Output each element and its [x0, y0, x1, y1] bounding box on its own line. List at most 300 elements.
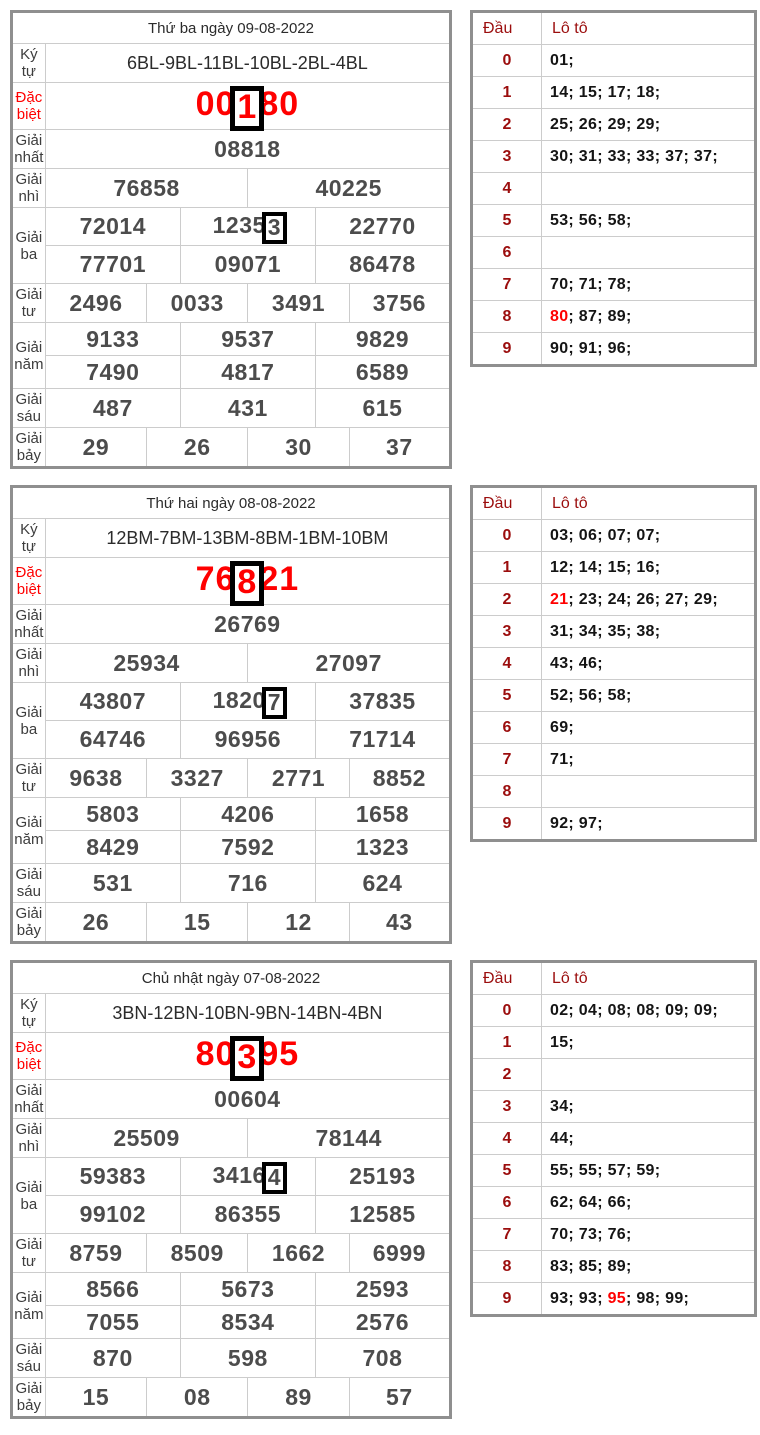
prize-cell: 1658 — [315, 798, 450, 831]
loto-values: 14; 15; 17; 18; — [542, 77, 756, 109]
date-title: Chủ nhật ngày 07-08-2022 — [12, 962, 451, 994]
loto-values: 70; 73; 76; — [542, 1219, 756, 1251]
loto-digit: 2 — [472, 109, 542, 141]
panel-row-1 — [10, 10, 760, 469]
prize-cell: 531 — [45, 864, 180, 903]
loto-value: 76 — [607, 1225, 626, 1243]
row-label-g5: Giải năm — [12, 1273, 46, 1339]
table-row — [472, 962, 756, 995]
loto-values: 44; — [542, 1123, 756, 1155]
loto-value: 31 — [578, 147, 598, 165]
loto-row — [472, 237, 756, 269]
row-label-g4: Giải tư — [12, 1234, 46, 1273]
loto-values — [542, 237, 756, 269]
highlight-box: 3 — [230, 1036, 264, 1080]
prize-cell: 15 — [45, 1378, 146, 1418]
table-row — [12, 1080, 451, 1119]
table-row — [12, 130, 451, 169]
prize-cell: 12585 — [315, 1196, 450, 1234]
loto-digit: 9 — [472, 808, 542, 841]
loto-row — [472, 1219, 756, 1251]
loto-value: 99 — [665, 1289, 684, 1307]
loto-values: 90; 91; 96; — [542, 333, 756, 366]
loto-value: 62 — [550, 1193, 569, 1211]
loto-value: 23 — [578, 590, 598, 608]
special-number: 00180 — [45, 83, 450, 130]
table-row — [12, 246, 451, 284]
table-row — [12, 831, 451, 864]
row-label-g3: Giải ba — [12, 208, 46, 284]
prize-cell: 43807 — [45, 683, 180, 721]
loto-value: 70 — [550, 1225, 569, 1243]
table-row — [12, 683, 451, 721]
highlight-box: 3 — [262, 212, 287, 244]
loto-value: 12 — [550, 558, 569, 576]
table-row — [12, 903, 451, 943]
loto-value: 15 — [578, 83, 598, 101]
loto-digit: 1 — [472, 552, 542, 584]
loto-value: 08 — [636, 1001, 655, 1019]
kytu-value: 12BM-7BM-13BM-8BM-1BM-10BM — [45, 519, 450, 558]
prize-cell: 09071 — [180, 246, 315, 284]
loto-values: 21; 23; 24; 26; 27; 29; — [542, 584, 756, 616]
row-label-g2: Giải nhì — [12, 169, 46, 208]
prize-cell: 59383 — [45, 1158, 180, 1196]
loto-table-3 — [470, 960, 757, 1317]
loto-values: 71; — [542, 744, 756, 776]
loto-row — [472, 205, 756, 237]
loto-value: 56 — [578, 211, 598, 229]
loto-digit: 4 — [472, 1123, 542, 1155]
loto-digit: 2 — [472, 1059, 542, 1091]
loto-value: 38 — [636, 622, 655, 640]
loto-value: 09 — [693, 1001, 713, 1019]
table-row — [12, 356, 451, 389]
row-label-g5: Giải năm — [12, 798, 46, 864]
loto-row — [472, 552, 756, 584]
loto-values — [542, 776, 756, 808]
loto-value: 03 — [550, 526, 569, 544]
loto-digit: 1 — [472, 1027, 542, 1059]
prize-cell: 431 — [180, 389, 315, 428]
prize-cell: 15 — [147, 903, 248, 943]
loto-value: 35 — [607, 622, 626, 640]
table-row — [12, 12, 451, 44]
prize-cell: 8534 — [180, 1306, 315, 1339]
prize-cell: 2576 — [315, 1306, 450, 1339]
loto-value: 43 — [550, 654, 569, 672]
prize-cell: 9133 — [45, 323, 180, 356]
row-label-kytu: Ký tự — [12, 994, 46, 1033]
prize-cell: 25934 — [45, 644, 248, 683]
prize-cell: 4206 — [180, 798, 315, 831]
table-row — [12, 721, 451, 759]
loto-value: 15 — [550, 1033, 569, 1051]
prize-cell: 77701 — [45, 246, 180, 284]
lottery-results-page — [0, 10, 760, 1419]
loto-row — [472, 1091, 756, 1123]
row-label-g6: Giải sáu — [12, 864, 46, 903]
table-row — [12, 44, 451, 83]
prize-cell: 2771 — [248, 759, 349, 798]
loto-values: 80; 87; 89; — [542, 301, 756, 333]
prize-cell: 12 — [248, 903, 349, 943]
loto-digit: 5 — [472, 680, 542, 712]
prize-cell: 37 — [349, 428, 450, 468]
prize-cell: 78144 — [248, 1119, 451, 1158]
row-label-g1: Giải nhất — [12, 605, 46, 644]
table-row — [12, 1158, 451, 1196]
loto-digit: 3 — [472, 616, 542, 648]
table-row — [12, 428, 451, 468]
prize-cell: 624 — [315, 864, 450, 903]
loto-values: 01; — [542, 45, 756, 77]
loto-value: 16 — [636, 558, 655, 576]
loto-value: 14 — [550, 83, 569, 101]
loto-value: 46 — [578, 654, 598, 672]
table-row — [12, 1196, 451, 1234]
loto-row — [472, 45, 756, 77]
table-row — [472, 12, 756, 45]
prize-cell: 96956 — [180, 721, 315, 759]
loto-header-dau: Đầu — [472, 12, 542, 45]
loto-row — [472, 744, 756, 776]
loto-value: 34 — [578, 622, 598, 640]
table-row — [12, 1306, 451, 1339]
table-row — [12, 644, 451, 683]
loto-value: 31 — [550, 622, 569, 640]
row-label-kytu: Ký tự — [12, 519, 46, 558]
row-label-g7: Giải bảy — [12, 428, 46, 468]
table-row — [12, 962, 451, 994]
prize-cell: 71714 — [315, 721, 450, 759]
row-label-g5: Giải năm — [12, 323, 46, 389]
panel-row-3 — [10, 960, 760, 1419]
prize-cell: 7055 — [45, 1306, 180, 1339]
table-row — [12, 1378, 451, 1418]
row-label-g2: Giải nhì — [12, 1119, 46, 1158]
loto-value: 07 — [607, 526, 626, 544]
row-label-special: Đặc biệt — [12, 558, 46, 605]
row-label-g4: Giải tư — [12, 284, 46, 323]
loto-row — [472, 269, 756, 301]
prize-cell: 26 — [147, 428, 248, 468]
loto-values: 30; 31; 33; 33; 37; 37; — [542, 141, 756, 173]
table-row — [12, 798, 451, 831]
highlight-box: 4 — [262, 1162, 287, 1194]
date-title: Thứ ba ngày 09-08-2022 — [12, 12, 451, 44]
loto-value: 58 — [607, 686, 626, 704]
row-label-special: Đặc biệt — [12, 1033, 46, 1080]
loto-row — [472, 995, 756, 1027]
prize-cell: 6999 — [349, 1234, 450, 1273]
loto-values: 34; — [542, 1091, 756, 1123]
table-row — [12, 1119, 451, 1158]
loto-value: 78 — [607, 275, 626, 293]
row-label-g6: Giải sáu — [12, 389, 46, 428]
loto-value: 01 — [550, 51, 569, 69]
prize-cell: 5673 — [180, 1273, 315, 1306]
prize-cell: 34164 — [180, 1158, 315, 1196]
loto-digit: 9 — [472, 1283, 542, 1316]
table-row — [12, 994, 451, 1033]
loto-value: 64 — [578, 1193, 598, 1211]
prize-cell: 7490 — [45, 356, 180, 389]
loto-row — [472, 77, 756, 109]
loto-row — [472, 1283, 756, 1316]
loto-digit: 4 — [472, 648, 542, 680]
loto-row — [472, 1123, 756, 1155]
prize-cell: 76858 — [45, 169, 248, 208]
loto-value: 93 — [550, 1289, 569, 1307]
prize-cell: 26 — [45, 903, 146, 943]
prize-cell: 4817 — [180, 356, 315, 389]
prize-cell: 1662 — [248, 1234, 349, 1273]
loto-value: 29 — [636, 115, 655, 133]
loto-values: 31; 34; 35; 38; — [542, 616, 756, 648]
loto-value: 58 — [607, 211, 626, 229]
kytu-value: 6BL-9BL-11BL-10BL-2BL-4BL — [45, 44, 450, 83]
loto-digit: 7 — [472, 1219, 542, 1251]
loto-digit: 7 — [472, 744, 542, 776]
loto-value: 97 — [578, 814, 598, 832]
highlight-box: 7 — [262, 687, 287, 719]
prize-cell: 9638 — [45, 759, 146, 798]
loto-row — [472, 712, 756, 744]
loto-value: 02 — [550, 1001, 569, 1019]
loto-row — [472, 109, 756, 141]
prize-cell: 708 — [315, 1339, 450, 1378]
prize-cell: 8759 — [45, 1234, 146, 1273]
loto-digit: 2 — [472, 584, 542, 616]
prize-cell: 40225 — [248, 169, 451, 208]
table-row — [12, 83, 451, 130]
loto-values: 02; 04; 08; 08; 09; 09; — [542, 995, 756, 1027]
loto-values: 25; 26; 29; 29; — [542, 109, 756, 141]
loto-digit: 0 — [472, 995, 542, 1027]
loto-value: 17 — [607, 83, 626, 101]
loto-value: 07 — [636, 526, 655, 544]
loto-values: 03; 06; 07; 07; — [542, 520, 756, 552]
prize-cell: 08818 — [45, 130, 450, 169]
prize-cell: 8429 — [45, 831, 180, 864]
loto-value: 26 — [636, 590, 655, 608]
loto-digit: 0 — [472, 45, 542, 77]
prize-cell: 86478 — [315, 246, 450, 284]
table-row — [12, 759, 451, 798]
prize-cell: 7592 — [180, 831, 315, 864]
table-row — [12, 1033, 451, 1080]
loto-digit: 4 — [472, 173, 542, 205]
loto-row — [472, 1155, 756, 1187]
prize-cell: 00604 — [45, 1080, 450, 1119]
prize-cell: 3327 — [147, 759, 248, 798]
row-label-g7: Giải bảy — [12, 903, 46, 943]
table-row — [12, 558, 451, 605]
loto-digit: 3 — [472, 141, 542, 173]
prize-cell: 870 — [45, 1339, 180, 1378]
loto-value: 26 — [578, 115, 598, 133]
row-label-g3: Giải ba — [12, 683, 46, 759]
prize-cell: 72014 — [45, 208, 180, 246]
prize-cell: 99102 — [45, 1196, 180, 1234]
prize-cell: 27097 — [248, 644, 451, 683]
loto-row — [472, 1027, 756, 1059]
table-row — [12, 1339, 451, 1378]
loto-value: 96 — [607, 339, 626, 357]
loto-row — [472, 616, 756, 648]
prize-cell: 08 — [147, 1378, 248, 1418]
loto-value: 71 — [578, 275, 598, 293]
prize-cell: 22770 — [315, 208, 450, 246]
loto-values: 92; 97; — [542, 808, 756, 841]
loto-value: 89 — [607, 1257, 626, 1275]
loto-value: 89 — [607, 307, 626, 325]
loto-value: 08 — [607, 1001, 626, 1019]
row-label-g7: Giải bảy — [12, 1378, 46, 1418]
prize-cell: 3756 — [349, 284, 450, 323]
loto-digit: 6 — [472, 1187, 542, 1219]
results-table-2 — [10, 485, 452, 944]
prize-cell: 25193 — [315, 1158, 450, 1196]
prize-cell: 598 — [180, 1339, 315, 1378]
prize-cell: 43 — [349, 903, 450, 943]
loto-values: 55; 55; 57; 59; — [542, 1155, 756, 1187]
loto-digit: 6 — [472, 237, 542, 269]
loto-row — [472, 520, 756, 552]
loto-digit: 6 — [472, 712, 542, 744]
loto-digit: 8 — [472, 1251, 542, 1283]
special-number: 76821 — [45, 558, 450, 605]
loto-value: 29 — [607, 115, 626, 133]
prize-cell: 64746 — [45, 721, 180, 759]
loto-value: 52 — [550, 686, 569, 704]
prize-cell: 5803 — [45, 798, 180, 831]
loto-value: 87 — [578, 307, 598, 325]
loto-value: 37 — [665, 147, 684, 165]
loto-value: 14 — [578, 558, 598, 576]
prize-cell: 89 — [248, 1378, 349, 1418]
loto-value: 24 — [607, 590, 626, 608]
loto-value: 37 — [693, 147, 713, 165]
loto-value: 15 — [607, 558, 626, 576]
loto-value: 56 — [578, 686, 598, 704]
prize-cell: 1323 — [315, 831, 450, 864]
prize-cell: 9537 — [180, 323, 315, 356]
loto-digit: 5 — [472, 1155, 542, 1187]
loto-value: 53 — [550, 211, 569, 229]
loto-row — [472, 301, 756, 333]
table-row — [12, 1273, 451, 1306]
highlight-box: 1 — [230, 86, 264, 130]
table-row — [472, 487, 756, 520]
loto-value: 44 — [550, 1129, 569, 1147]
loto-value: 33 — [607, 147, 626, 165]
table-row — [12, 169, 451, 208]
loto-values: 69; — [542, 712, 756, 744]
loto-digit: 3 — [472, 1091, 542, 1123]
table-row — [12, 389, 451, 428]
loto-value: 59 — [636, 1161, 655, 1179]
prize-cell: 25509 — [45, 1119, 248, 1158]
loto-row — [472, 680, 756, 712]
loto-value: 83 — [550, 1257, 569, 1275]
loto-values: 70; 71; 78; — [542, 269, 756, 301]
loto-value: 66 — [607, 1193, 626, 1211]
loto-header-loto: Lô tô — [542, 12, 756, 45]
prize-cell: 30 — [248, 428, 349, 468]
loto-value: 69 — [550, 718, 569, 736]
loto-header-dau: Đầu — [472, 962, 542, 995]
loto-value: 57 — [607, 1161, 626, 1179]
prize-cell: 8509 — [147, 1234, 248, 1273]
loto-row — [472, 1187, 756, 1219]
prize-cell: 2496 — [45, 284, 146, 323]
loto-values: 15; — [542, 1027, 756, 1059]
loto-values: 83; 85; 89; — [542, 1251, 756, 1283]
loto-value: 55 — [550, 1161, 569, 1179]
kytu-value: 3BN-12BN-10BN-9BN-14BN-4BN — [45, 994, 450, 1033]
loto-value: 70 — [550, 275, 569, 293]
table-row — [12, 208, 451, 246]
prize-cell: 57 — [349, 1378, 450, 1418]
row-label-g2: Giải nhì — [12, 644, 46, 683]
special-number: 80395 — [45, 1033, 450, 1080]
row-label-special: Đặc biệt — [12, 83, 46, 130]
loto-row — [472, 141, 756, 173]
loto-row — [472, 808, 756, 841]
loto-header-dau: Đầu — [472, 487, 542, 520]
table-row — [12, 605, 451, 644]
prize-cell: 615 — [315, 389, 450, 428]
loto-value: 93 — [578, 1289, 598, 1307]
loto-digit: 0 — [472, 520, 542, 552]
loto-row — [472, 1251, 756, 1283]
date-title: Thứ hai ngày 08-08-2022 — [12, 487, 451, 519]
prize-cell: 9829 — [315, 323, 450, 356]
loto-value: 98 — [636, 1289, 655, 1307]
loto-digit: 1 — [472, 77, 542, 109]
highlight-box: 8 — [230, 561, 264, 605]
loto-digit: 8 — [472, 301, 542, 333]
prize-cell: 487 — [45, 389, 180, 428]
table-row — [12, 1234, 451, 1273]
loto-row — [472, 333, 756, 366]
loto-value: 85 — [578, 1257, 598, 1275]
prize-cell: 26769 — [45, 605, 450, 644]
loto-value: 27 — [665, 590, 684, 608]
results-table-3 — [10, 960, 452, 1419]
prize-cell: 29 — [45, 428, 146, 468]
loto-digit: 5 — [472, 205, 542, 237]
loto-value: 30 — [550, 147, 569, 165]
prize-cell: 0033 — [147, 284, 248, 323]
prize-cell: 12353 — [180, 208, 315, 246]
row-label-g6: Giải sáu — [12, 1339, 46, 1378]
loto-value: 71 — [550, 750, 569, 768]
loto-value: 95 — [607, 1289, 626, 1307]
table-row — [12, 487, 451, 519]
loto-values: 43; 46; — [542, 648, 756, 680]
prize-cell: 3491 — [248, 284, 349, 323]
loto-value: 04 — [578, 1001, 598, 1019]
loto-table-2 — [470, 485, 757, 842]
loto-value: 33 — [636, 147, 655, 165]
table-row — [12, 519, 451, 558]
table-row — [12, 284, 451, 323]
prize-cell: 8852 — [349, 759, 450, 798]
loto-value: 91 — [578, 339, 598, 357]
